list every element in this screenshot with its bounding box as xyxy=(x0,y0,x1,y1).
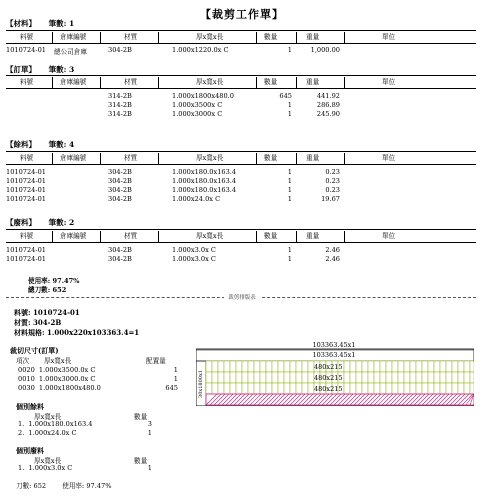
order-row xyxy=(6,110,476,122)
nest-piece xyxy=(434,372,440,383)
nest-piece xyxy=(290,361,296,372)
nest-piece xyxy=(416,383,422,394)
nest-piece xyxy=(446,361,452,372)
nest-piece xyxy=(236,361,242,372)
material-dims: 1.000x1220.0x C xyxy=(172,46,229,54)
nest-piece xyxy=(356,383,362,394)
nest-piece xyxy=(302,383,308,394)
nest-piece xyxy=(248,383,254,394)
nest-piece xyxy=(224,361,230,372)
scrap-code: 1010724-01 xyxy=(6,246,46,254)
nest-piece xyxy=(374,372,380,383)
nest-piece xyxy=(470,361,474,372)
nest-piece xyxy=(254,361,260,372)
col-code: 料號 xyxy=(20,33,34,41)
scrap-material: 304-2B xyxy=(108,255,132,263)
nest-piece xyxy=(380,372,386,383)
nest-piece xyxy=(410,383,416,394)
col-material: 材質 xyxy=(124,78,138,86)
material-table-header xyxy=(6,31,476,43)
col-dims: 厚x寬x長 xyxy=(196,154,224,162)
nest-piece xyxy=(206,361,212,372)
knife-count-value: 652 xyxy=(52,286,67,294)
remnant-dims: 1.000x180.0x163.4 xyxy=(172,177,237,185)
col-unit: 單位 xyxy=(382,33,396,41)
plan-remnant-dims: 1.000x24.0x C xyxy=(28,429,77,437)
diagram-top-label: 103363.45x1 xyxy=(312,340,356,349)
nest-piece xyxy=(344,383,350,394)
nest-piece xyxy=(272,361,278,372)
plan-material-label: 材質: xyxy=(14,318,31,327)
remnant-qty: 1 xyxy=(287,177,292,185)
nest-piece xyxy=(386,383,392,394)
remnant-weight: 0.23 xyxy=(325,186,340,194)
cut-count: 645 xyxy=(165,384,178,392)
knife-count-label: 總刀數: xyxy=(28,286,51,294)
cut-dims: 1.000x3000.0x C xyxy=(38,375,96,383)
nest-piece xyxy=(350,372,356,383)
nest-piece xyxy=(218,372,224,383)
nest-piece xyxy=(230,361,236,372)
col-material: 材質 xyxy=(124,232,138,240)
plan-title: 裁剪排版表 xyxy=(224,295,260,301)
col-material: 材質 xyxy=(124,33,138,41)
remnant-code: 1010724-01 xyxy=(6,186,46,194)
order-material: 314-2B xyxy=(108,92,132,100)
nest-piece xyxy=(302,372,308,383)
nest-piece xyxy=(422,372,428,383)
order-weight: 441.92 xyxy=(316,92,340,100)
nest-piece xyxy=(278,361,284,372)
nest-piece xyxy=(260,372,266,383)
plan-remnant-no: 2. xyxy=(18,429,25,437)
scrap-row xyxy=(6,255,476,267)
plan-material: 304-2B xyxy=(33,318,62,327)
footer-util-value: 97.47% xyxy=(86,482,112,490)
plan-scrap-header-count: 數量 xyxy=(134,457,148,465)
remnant-count-label: 筆數: xyxy=(48,140,67,149)
col-qty: 數量 xyxy=(264,78,278,86)
plan-remnant-header-dims: 厚x寬x長 xyxy=(34,413,62,421)
footer-util-label: 使用率: xyxy=(62,482,85,490)
nest-piece xyxy=(248,372,254,383)
col-weight: 重量 xyxy=(306,33,320,41)
plan-spec-label: 材料規格: xyxy=(14,328,45,337)
scrap-weight: 2.46 xyxy=(325,255,340,263)
plan-scrap-header-dims: 厚x寬x長 xyxy=(34,457,62,465)
diagram-side-label: 30x1800x1 xyxy=(198,370,204,398)
plan-scrap-row xyxy=(18,464,72,472)
nest-piece xyxy=(458,361,464,372)
material-material: 304-2B xyxy=(108,46,132,54)
remnant-dims: 1.000x180.0x163.4 xyxy=(172,168,237,176)
nest-piece xyxy=(266,361,272,372)
material-section-label: 【材料】 xyxy=(6,19,36,28)
nest-piece xyxy=(422,383,428,394)
footer-line xyxy=(16,480,112,490)
nest-piece xyxy=(380,361,386,372)
nest-piece xyxy=(458,383,464,394)
nest-piece xyxy=(356,361,362,372)
col-dims: 厚x寬x長 xyxy=(196,232,224,240)
material-count: 1 xyxy=(69,19,75,28)
nest-piece xyxy=(446,383,452,394)
nest-piece xyxy=(296,372,302,383)
remnant-weight: 0.23 xyxy=(325,177,340,185)
nest-piece xyxy=(428,383,434,394)
nest-piece xyxy=(380,383,386,394)
nest-piece xyxy=(236,372,242,383)
remnant-material: 304-2B xyxy=(108,177,132,185)
col-unit: 單位 xyxy=(382,154,396,162)
nest-piece xyxy=(242,383,248,394)
cut-row xyxy=(18,375,95,383)
nest-piece xyxy=(206,372,212,383)
plan-code-label: 料號: xyxy=(14,308,31,317)
scrap-section-header xyxy=(6,217,74,228)
nest-piece xyxy=(350,361,356,372)
remnant-code: 1010724-01 xyxy=(6,177,46,185)
scrap-table-header xyxy=(6,230,476,242)
col-warehouse: 倉庫編號 xyxy=(60,154,87,162)
cut-no: 0030 xyxy=(18,384,35,392)
nest-piece xyxy=(212,361,218,372)
remnant-qty: 1 xyxy=(287,168,292,176)
cut-no: 0020 xyxy=(18,366,35,374)
nest-piece xyxy=(434,361,440,372)
plan-remnant-dims: 1.000x180.0x163.4 xyxy=(28,420,93,428)
material-weight: 1,000.00 xyxy=(310,46,340,54)
nest-piece xyxy=(470,372,474,383)
nest-piece xyxy=(368,361,374,372)
col-qty: 數量 xyxy=(264,33,278,41)
nest-piece xyxy=(464,383,470,394)
plan-remnant-title: 個別餘料 xyxy=(16,402,44,411)
nest-piece xyxy=(212,383,218,394)
nest-piece xyxy=(386,361,392,372)
order-qty: 645 xyxy=(279,92,292,100)
utilization-value: 97.47% xyxy=(52,277,80,285)
nest-piece xyxy=(290,383,296,394)
order-material: 314-2B xyxy=(108,110,132,118)
scrap-code: 1010724-01 xyxy=(6,255,46,263)
remnant-code: 1010724-01 xyxy=(6,168,46,176)
nest-piece xyxy=(356,372,362,383)
remnant-section-header xyxy=(6,139,74,150)
nest-piece xyxy=(284,361,290,372)
nest-piece xyxy=(242,372,248,383)
plan-remnant-header-count: 數量 xyxy=(134,413,148,421)
nest-piece xyxy=(284,372,290,383)
nest-piece xyxy=(392,372,398,383)
plan-code: 1010724-01 xyxy=(33,308,80,317)
nest-piece xyxy=(446,372,452,383)
remnant-section-label: 【餘料】 xyxy=(6,140,36,149)
nest-piece xyxy=(440,361,446,372)
col-warehouse: 倉庫編號 xyxy=(60,33,87,41)
nest-piece xyxy=(254,372,260,383)
diagram-second-label: 103363.45x1 xyxy=(312,350,356,359)
cut-row xyxy=(18,366,95,374)
nest-piece xyxy=(404,383,410,394)
col-qty: 數量 xyxy=(264,232,278,240)
nest-piece xyxy=(458,372,464,383)
nest-piece xyxy=(218,383,224,394)
col-weight: 重量 xyxy=(306,232,320,240)
remnant-code: 1010724-01 xyxy=(6,195,46,203)
nest-piece xyxy=(404,361,410,372)
nest-piece xyxy=(368,383,374,394)
cut-dims: 1.000x3500.0x C xyxy=(38,366,96,374)
cut-header-item: 項次 xyxy=(16,357,30,365)
remnant-qty: 1 xyxy=(287,186,292,194)
nest-piece xyxy=(434,383,440,394)
order-dims: 1.000x1800x480.0 xyxy=(172,92,234,100)
plan-remnant-row xyxy=(18,429,77,437)
cut-dims: 1.000x1800x480.0 xyxy=(38,384,101,392)
scrap-count-label: 筆數: xyxy=(48,218,67,227)
nest-piece xyxy=(224,383,230,394)
scrap-section-label: 【廢料】 xyxy=(6,218,36,227)
nest-piece xyxy=(428,361,434,372)
nest-piece xyxy=(464,361,470,372)
nest-piece xyxy=(344,372,350,383)
nest-piece xyxy=(290,372,296,383)
nest-piece xyxy=(374,383,380,394)
remnant-material: 304-2B xyxy=(108,195,132,203)
cut-header-dims: 厚x寬x長 xyxy=(44,357,72,365)
material-qty: 1 xyxy=(287,46,292,54)
nesting-diagram xyxy=(196,340,474,406)
nest-piece xyxy=(416,372,422,383)
remnant-dims: 1.000x180.0x163.4 xyxy=(172,186,237,194)
diagram-piece-label: 480x215 xyxy=(314,384,343,393)
cut-no: 0010 xyxy=(18,375,35,383)
col-dims: 厚x寬x長 xyxy=(196,33,224,41)
scrap-dims: 1.000x3.0x C xyxy=(172,246,216,254)
nest-piece xyxy=(386,372,392,383)
scrap-qty: 1 xyxy=(287,255,292,263)
nest-piece xyxy=(266,383,272,394)
nest-piece xyxy=(266,372,272,383)
nest-piece xyxy=(440,372,446,383)
cut-header-count: 配置量 xyxy=(146,357,166,365)
nest-piece xyxy=(452,361,458,372)
scrap-qty: 1 xyxy=(287,246,292,254)
order-material: 314-2B xyxy=(108,101,132,109)
col-weight: 重量 xyxy=(306,154,320,162)
plan-remnant-row xyxy=(18,420,92,428)
order-count-label: 筆數: xyxy=(48,65,67,74)
footer-knife-value: 652 xyxy=(33,482,47,490)
col-material: 材質 xyxy=(124,154,138,162)
plan-material-line xyxy=(14,318,61,328)
nest-piece xyxy=(260,383,266,394)
nest-piece xyxy=(278,372,284,383)
nest-piece xyxy=(422,361,428,372)
scrap-material: 304-2B xyxy=(108,246,132,254)
nest-piece xyxy=(284,383,290,394)
order-dims: 1.000x3500x C xyxy=(172,101,223,109)
order-section-header xyxy=(6,64,74,75)
nest-piece xyxy=(296,361,302,372)
order-table-header xyxy=(6,76,476,88)
diagram-piece-label: 480x215 xyxy=(314,373,343,382)
nest-piece xyxy=(206,383,212,394)
order-weight: 245.90 xyxy=(316,110,340,118)
plan-code-line xyxy=(14,308,80,318)
cut-count: 1 xyxy=(173,375,178,383)
order-qty: 1 xyxy=(287,110,292,118)
nest-piece xyxy=(404,372,410,383)
plan-scrap-no: 1. xyxy=(18,464,25,472)
nest-piece xyxy=(452,372,458,383)
nest-piece xyxy=(416,361,422,372)
nest-piece xyxy=(410,361,416,372)
plan-remnant-no: 1. xyxy=(18,420,25,428)
nest-piece xyxy=(260,361,266,372)
nest-piece xyxy=(236,383,242,394)
diagram-piece-label: 480x215 xyxy=(314,362,343,371)
nest-piece xyxy=(344,361,350,372)
cut-title: 裁切尺寸(訂單) xyxy=(10,346,59,355)
remnant-material: 304-2B xyxy=(108,168,132,176)
material-section-header xyxy=(6,18,74,29)
nest-piece xyxy=(278,383,284,394)
order-count: 3 xyxy=(69,65,75,74)
col-code: 料號 xyxy=(20,78,34,86)
nest-piece xyxy=(398,372,404,383)
cut-count: 1 xyxy=(173,366,178,374)
nest-piece xyxy=(452,383,458,394)
nest-piece xyxy=(254,383,260,394)
nest-piece xyxy=(464,372,470,383)
nest-piece xyxy=(296,383,302,394)
plan-remnant-count: 1 xyxy=(147,429,152,437)
col-dims: 厚x寬x長 xyxy=(196,78,224,86)
nest-piece xyxy=(470,383,474,394)
order-dims: 1.000x3000x C xyxy=(172,110,223,118)
order-section-label: 【訂單】 xyxy=(6,65,36,74)
col-warehouse: 倉庫編號 xyxy=(60,78,87,86)
plan-scrap-dims: 1.000x3.0x C xyxy=(28,464,73,472)
plan-divider xyxy=(0,293,484,301)
col-unit: 單位 xyxy=(382,232,396,240)
material-warehouse: 總公司倉庫 xyxy=(54,48,87,56)
nest-piece xyxy=(410,372,416,383)
col-qty: 數量 xyxy=(264,154,278,162)
plan-scrap-title: 個別廢料 xyxy=(16,446,44,455)
nest-piece xyxy=(242,361,248,372)
nest-piece xyxy=(392,383,398,394)
nest-piece xyxy=(248,361,254,372)
remnant-weight: 0.23 xyxy=(325,168,340,176)
remnant-qty: 1 xyxy=(287,195,292,203)
material-count-label: 筆數: xyxy=(48,19,67,28)
remnant-dims: 1.000x24.0x C xyxy=(172,195,221,203)
nest-piece xyxy=(374,361,380,372)
nest-piece xyxy=(350,383,356,394)
plan-scrap-count: 1 xyxy=(147,464,152,472)
page-title: 【裁剪工作單】 xyxy=(200,8,284,21)
nest-piece xyxy=(230,372,236,383)
nest-piece xyxy=(398,383,404,394)
nest-piece xyxy=(218,361,224,372)
cut-row xyxy=(18,384,101,392)
remnant-row xyxy=(6,195,476,207)
nest-piece xyxy=(368,372,374,383)
plan-spec-line xyxy=(14,328,139,338)
nest-piece xyxy=(230,383,236,394)
material-row xyxy=(6,46,476,58)
order-qty: 1 xyxy=(287,101,292,109)
nest-piece xyxy=(212,372,218,383)
col-weight: 重量 xyxy=(306,78,320,86)
nest-piece xyxy=(392,361,398,372)
nest-piece xyxy=(302,361,308,372)
nest-piece xyxy=(272,372,278,383)
plan-spec: 1.000x220x103363.4=1 xyxy=(47,328,140,337)
scrap-count: 2 xyxy=(69,218,75,227)
col-code: 料號 xyxy=(20,154,34,162)
remnant-count: 4 xyxy=(69,140,75,149)
nest-piece xyxy=(272,383,278,394)
utilization-label: 使用率: xyxy=(28,277,51,285)
scrap-dims: 1.000x3.0x C xyxy=(172,255,216,263)
footer-knife-label: 刀數: xyxy=(16,482,32,490)
nest-piece xyxy=(224,372,230,383)
order-weight: 286.89 xyxy=(316,101,340,109)
remnant-weight: 19.67 xyxy=(321,195,340,203)
material-code: 1010724-01 xyxy=(6,46,46,54)
nest-piece xyxy=(428,372,434,383)
col-code: 料號 xyxy=(20,232,34,240)
plan-remnant-count: 3 xyxy=(147,420,152,428)
nest-piece xyxy=(398,361,404,372)
remnant-material: 304-2B xyxy=(108,186,132,194)
nest-piece xyxy=(362,361,368,372)
nest-piece xyxy=(362,383,368,394)
nest-piece xyxy=(362,372,368,383)
nest-piece xyxy=(440,383,446,394)
col-unit: 單位 xyxy=(382,78,396,86)
scrap-weight: 2.46 xyxy=(325,246,340,254)
col-warehouse: 倉庫編號 xyxy=(60,232,87,240)
remnant-table-header xyxy=(6,152,476,164)
